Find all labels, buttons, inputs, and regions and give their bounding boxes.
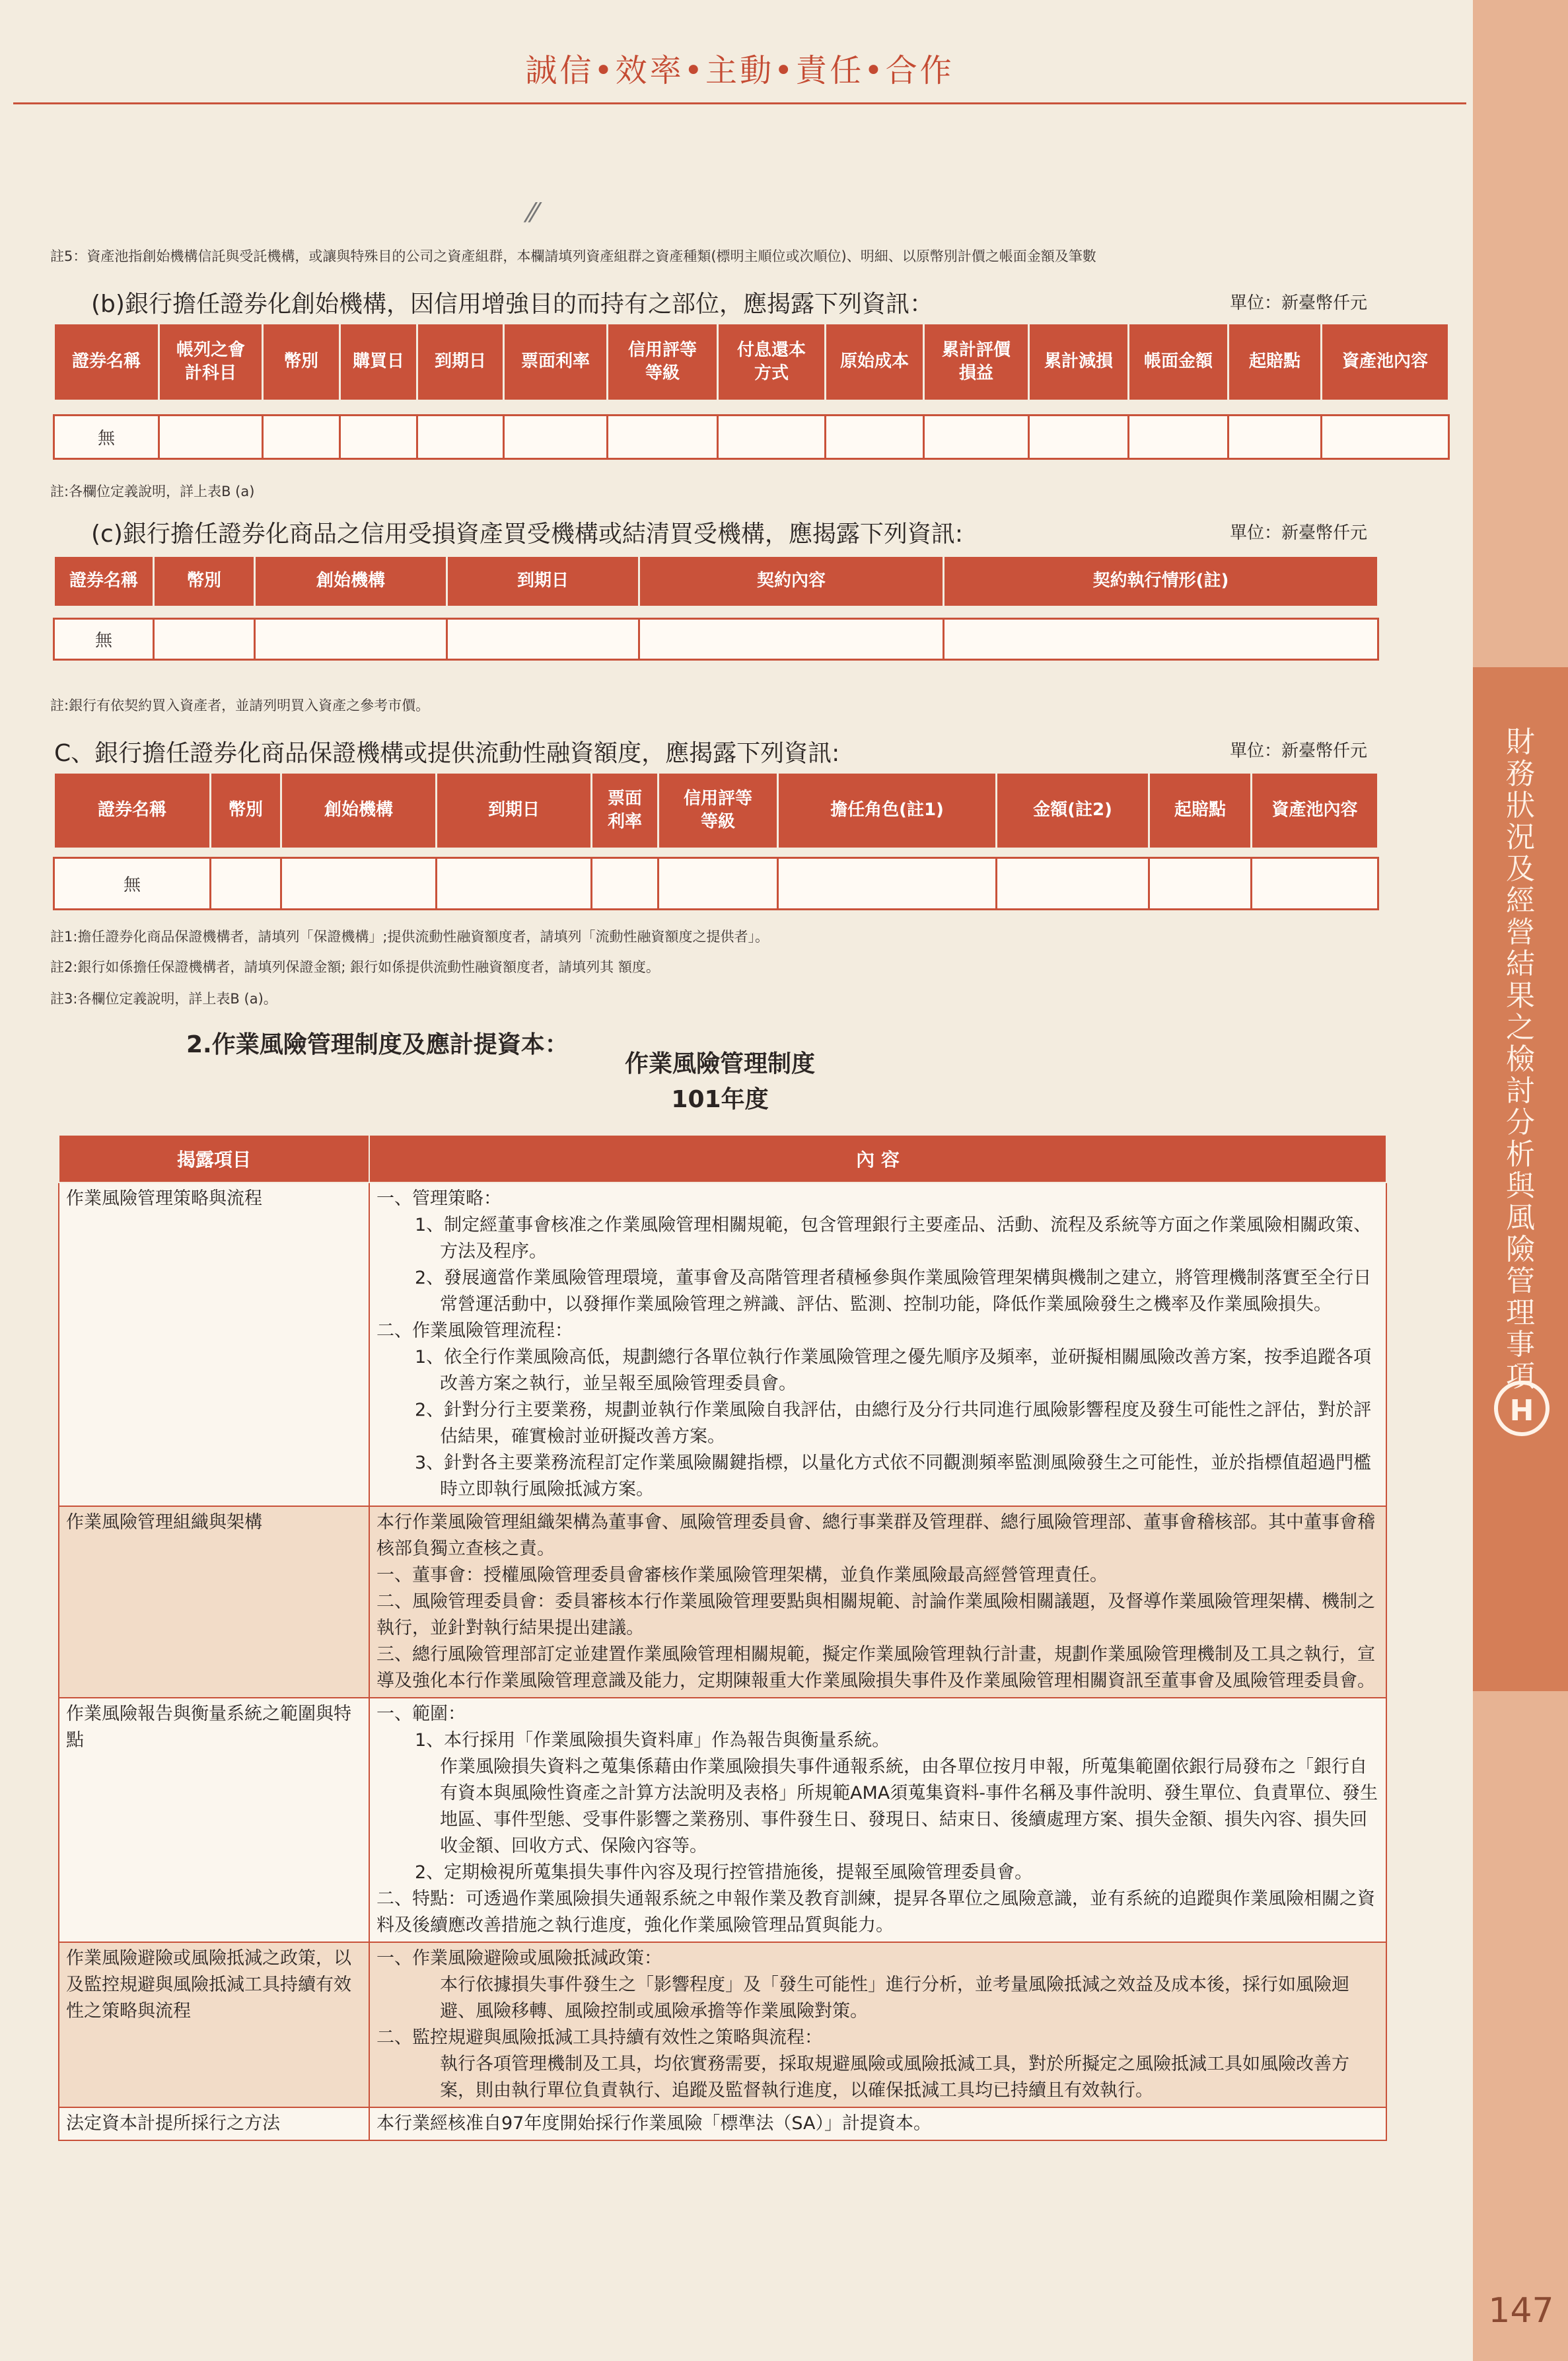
- table-header-cell: 起賠點: [1149, 773, 1252, 849]
- table-header-cell: 票面 利率: [592, 773, 659, 849]
- disclosure-item: 作業風險管理組織與架構: [59, 1506, 369, 1698]
- table-header-cell: 付息還本 方式: [718, 324, 826, 401]
- content-line: 本行依據損失事件發生之「影響程度」及「發生可能性」進行分析，並考量風險抵減之效益及成本後，採行如風險迴避、風險移轉、風險控制或風險承擔等作業風險對策。: [440, 1975, 1349, 2021]
- table-row: [54, 858, 1378, 910]
- section-c-title: (c)銀行擔任證券化商品之信用受損資產買受機構或結清買受機構，應揭露下列資訊:: [91, 521, 964, 548]
- section-C-table: [53, 772, 1379, 910]
- disclosure-content: [369, 1182, 1386, 1506]
- section-C-title: C、銀行擔任證券化商品保證機構或提供流動性融資額度，應揭露下列資訊:: [54, 740, 840, 767]
- table-header-cell: 購買日: [340, 324, 417, 401]
- content-line: 1、依全行作業風險高低，規劃總行各單位執行作業風險管理之優先順序及頻率，並研擬相關風險改善方案，按季追蹤各項改善方案之執行，並呈報至風險管理委員會。: [415, 1347, 1372, 1394]
- table-header-cell: 幣別: [211, 773, 281, 849]
- table-header-cell: 創始機構: [255, 556, 447, 607]
- disclosure-item: 作業風險管理策略與流程: [59, 1182, 369, 1506]
- table-header-row: [59, 1135, 1386, 1182]
- header-motto: 誠信•效率•主動•責任•合作: [525, 52, 954, 89]
- table-header-cell: 金額(註2): [997, 773, 1149, 849]
- risk-table-title: 作業風險管理制度: [624, 1050, 815, 1077]
- content-line: 1、制定經董事會核准之作業風險管理相關規範，包含管理銀行主要產品、活動、流程及系統等方面之作業風險相關政策、方法及程序。: [415, 1215, 1372, 1262]
- section-b-table: [53, 322, 1450, 460]
- table-row: [59, 1942, 1386, 2107]
- content-line: 2、針對分行主要業務，規劃並執行作業風險自我評估，由總行及分行共同進行風險影響程度及發生可能性之評估，對於評估結果，確實檢討並研擬改善方案。: [415, 1400, 1372, 1447]
- table-row: [59, 1182, 1386, 1506]
- table-header-row: [54, 556, 1378, 607]
- content-line: 作業風險損失資料之蒐集係藉由作業風險損失事件通報系統，由各單位按月申報，所蒐集範圍依銀行局發布之「銀行自有資本與風險性資產之計算方法說明及表格」所規範AMA須蒐集資料-事件名稱及事件說明、發生單位、負責單位、發生地區、事件型態、受事件影響之業務別、事件發生日、發現日、結束日、後續處理方案、損失金額、損失內容、損失回收金額、回收方式、保險內容等。: [440, 1757, 1378, 1856]
- risk-management-table: [58, 1134, 1387, 2141]
- table-header-cell: 原始成本: [826, 324, 924, 401]
- table-cell: 無: [54, 858, 211, 910]
- content-line: 三、總行風險管理部訂定並建置作業風險管理相關規範，擬定作業風險管理執行計畫，規劃作業風險管理機制及工具之執行，宣導及強化本行作業風險管理意識及能力，定期陳報重大作業風險損失事件及作業風險管理相關資訊至董事會及風險管理委員會。: [376, 1644, 1375, 1691]
- table-header-cell: 證券名稱: [54, 556, 154, 607]
- disclosure-content: [369, 1942, 1386, 2107]
- disclosure-content: [369, 1506, 1386, 1698]
- section-2-heading: 2.作業風險管理制度及應計提資本：: [186, 1031, 569, 1058]
- section-C-note-2: 註2:銀行如係擔任保證機構者，請填列保證金額; 銀行如係提供流動性融資額度者，請填列其 額度。: [50, 959, 660, 975]
- note-5: 註5：資產池指創始機構信託與受託機構，或讓與特殊目的公司之資產組群，本欄請填列資產組群之資產種類(標明主順位或次順位)、明細、以原幣別計價之帳面金額及筆數: [50, 248, 1096, 264]
- header-disclosure-item: 揭露項目: [59, 1135, 369, 1182]
- content-line: 一、範圍：: [376, 1704, 466, 1724]
- table-header-cell: 契約執行情形(註): [944, 556, 1378, 607]
- section-c-unit: 單位：新臺幣仟元: [1230, 523, 1368, 543]
- table-header-cell: 契約內容: [639, 556, 944, 607]
- table-header-cell: 到期日: [447, 556, 639, 607]
- table-row: [59, 1698, 1386, 1942]
- table-header-cell: 起賠點: [1229, 324, 1322, 401]
- table-header-cell: 證券名稱: [54, 324, 159, 401]
- table-header-row: [54, 324, 1449, 401]
- section-C-unit: 單位：新臺幣仟元: [1230, 741, 1368, 761]
- section-b-unit: 單位：新臺幣仟元: [1230, 293, 1368, 313]
- content-line: 一、董事會：授權風險管理委員會審核作業風險管理架構，並負作業風險最高經營管理責任。: [376, 1565, 1108, 1585]
- table-header-cell: 資產池內容: [1252, 773, 1378, 849]
- table-header-cell: 到期日: [437, 773, 592, 849]
- content-line: 執行各項管理機制及工具，均依實務需要，採取規避風險或風險抵減工具，對於所擬定之風險抵減工具如風險改善方案，則由執行單位負責執行、追蹤及監督執行進度，以確保抵減工具均已持續且有效執行。: [440, 2054, 1349, 2101]
- table-header-cell: 幣別: [154, 556, 255, 607]
- table-header-cell: 累計減損: [1029, 324, 1129, 401]
- table-cell: 無: [54, 416, 159, 459]
- content-line: 二、監控規避與風險抵減工具持續有效性之策略與流程：: [376, 2027, 822, 2048]
- content-line: 一、管理策略：: [376, 1188, 501, 1209]
- table-header-cell: 累計評價 損益: [924, 324, 1029, 401]
- sidebar-vertical-title: 財務狀況及經營結果之檢討分析與風險管理事項: [1506, 725, 1535, 1393]
- content-line: 2、定期檢視所蒐集損失事件內容及現行控管措施後，提報至風險管理委員會。: [415, 1862, 1033, 1883]
- section-C-note-1: 註1:擔任證券化商品保證機構者，請填列「保證機構」;提供流動性融資額度者，請填列「流動性融資額度之提供者」。: [50, 929, 769, 945]
- content-line: 2、發展適當作業風險管理環境，董事會及高階管理者積極參與作業風險管理架構與機制之建立，將管理機制落實至全行日常營運活動中，以發揮作業風險管理之辨識、評估、監測、控制功能，降低作業風險發生之機率及作業風險損失。: [415, 1268, 1372, 1315]
- table-row: [59, 1506, 1386, 1698]
- disclosure-content: [369, 2107, 1386, 2140]
- header-bar: [13, 40, 1466, 104]
- header-content: 內 容: [369, 1135, 1386, 1182]
- disclosure-content: [369, 1698, 1386, 1942]
- table-header-cell: 信用評等 等級: [608, 324, 718, 401]
- content-line: 3、針對各主要業務流程訂定作業風險關鍵指標，以量化方式依不同觀測頻率監測風險發生之可能性，並於指標值超過門檻時立即執行風險抵減方案。: [415, 1453, 1372, 1500]
- table-row: [59, 2107, 1386, 2140]
- disclosure-item: 作業風險避險或風險抵減之政策，以及監控規避與風險抵減工具持續有效性之策略與流程: [59, 1942, 369, 2107]
- table-header-cell: 幣別: [263, 324, 340, 401]
- section-b-note: 註:各欄位定義說明，詳上表B (a): [50, 484, 255, 499]
- table-header-cell: 資產池內容: [1322, 324, 1449, 401]
- content-line: 本行作業風險管理組織架構為董事會、風險管理委員會、總行事業群及管理群、總行風險管理部、董事會稽核部。其中董事會稽核部負獨立查核之責。: [376, 1512, 1375, 1559]
- section-c-table: [53, 555, 1379, 661]
- table-cell: 無: [54, 619, 154, 660]
- section-c-note: 註:銀行有依契約買入資產者，並請列明買入資產之參考市價。: [50, 698, 430, 713]
- page-number: 147: [1488, 2291, 1554, 2331]
- table-header-cell: 到期日: [417, 324, 504, 401]
- content-line: 二、風險管理委員會：委員審核本行作業風險管理要點與相關規範、討論作業風險相關議題，及督導作業風險管理架構、機制之執行，並針對執行結果提出建議。: [376, 1591, 1375, 1638]
- table-header-cell: 證券名稱: [54, 773, 211, 849]
- risk-table-year: 101年度: [671, 1086, 769, 1113]
- content-line: 1、本行採用「作業風險損失資料庫」作為報告與衡量系統。: [415, 1730, 890, 1751]
- section-b-title: (b)銀行擔任證券化創始機構，因信用增強目的而持有之部位，應揭露下列資訊：: [91, 291, 933, 318]
- company-logo-icon: H: [1494, 1381, 1550, 1436]
- table-row: [54, 619, 1378, 660]
- disclosure-item: 作業風險報告與衡量系統之範圍與特點: [59, 1698, 369, 1942]
- table-header-row: [54, 773, 1378, 849]
- content-line: 一、作業風險避險或風險抵減政策：: [376, 1948, 662, 1969]
- table-header-cell: 信用評等 等級: [659, 773, 778, 849]
- content-line: 二、作業風險管理流程：: [376, 1321, 573, 1341]
- content-line: 二、特點：可透過作業風險損失通報系統之申報作業及教育訓練，提昇各單位之風險意識，並有系統的追蹤與作業風險相關之資料及後續應改善措施之執行進度，強化作業風險管理品質與能力。: [376, 1889, 1375, 1936]
- table-row: [54, 416, 1449, 459]
- section-C-note-3: 註3:各欄位定義說明，詳上表B (a)。: [50, 991, 277, 1007]
- table-header-cell: 擔任角色(註1): [778, 773, 997, 849]
- table-header-cell: 票面利率: [504, 324, 608, 401]
- table-header-cell: 帳面金額: [1129, 324, 1229, 401]
- table-header-cell: 帳列之會 計科目: [159, 324, 263, 401]
- table-header-cell: 創始機構: [281, 773, 437, 849]
- disclosure-item: 法定資本計提所採行之方法: [59, 2107, 369, 2140]
- pen-mark: ⁄⁄: [528, 198, 538, 229]
- content-line: 本行業經核准自97年度開始採行作業風險「標準法（SA）」計提資本。: [376, 2113, 931, 2134]
